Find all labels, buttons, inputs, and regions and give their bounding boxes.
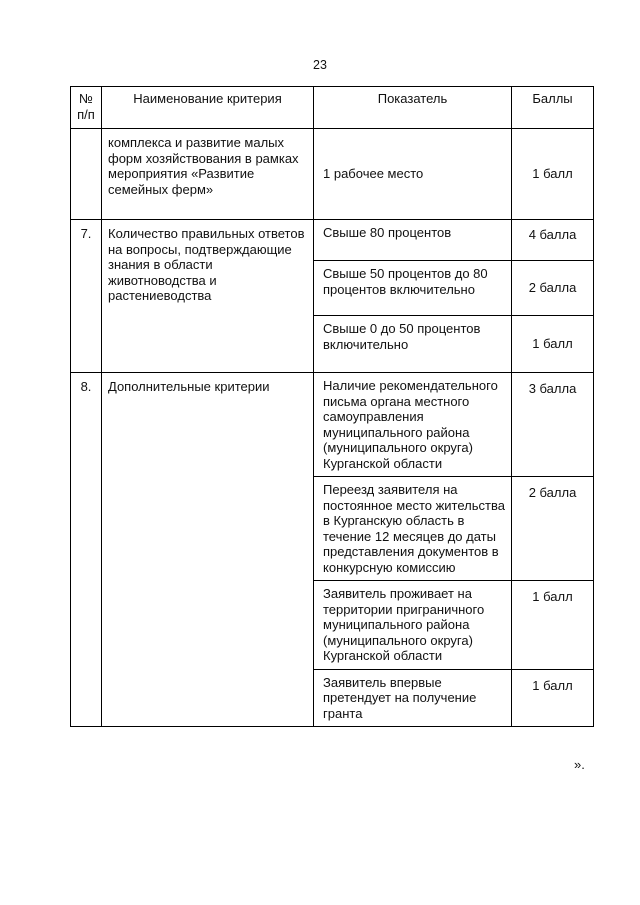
table-row xyxy=(71,129,594,220)
indicator: Заявитель впервые претендует на получение гранта xyxy=(314,669,512,727)
points: 2 балла xyxy=(512,261,594,316)
header-points: Баллы xyxy=(512,87,594,129)
header-criterion-name: Наименование критерия xyxy=(102,87,314,129)
indicator: Свыше 80 процентов xyxy=(314,220,512,261)
header-indicator: Показатель xyxy=(314,87,512,129)
table-row xyxy=(71,373,594,477)
points: 1 балл xyxy=(512,316,594,373)
header-number-label: № п/п xyxy=(77,91,95,122)
indicator: Свыше 0 до 50 процентов включительно xyxy=(314,316,512,373)
row-number xyxy=(71,129,102,220)
criteria-table xyxy=(70,86,594,727)
header-number xyxy=(71,87,102,129)
points: 2 балла xyxy=(512,477,594,581)
points: 1 балл xyxy=(512,129,594,220)
indicator: Свыше 50 процентов до 80 процентов включительно xyxy=(314,261,512,316)
row-number: 7. xyxy=(71,220,102,373)
table-row xyxy=(71,220,594,261)
table-header-row xyxy=(71,87,594,129)
page-number: 23 xyxy=(313,58,327,72)
criterion-name: Количество правильных ответов на вопросы, подтверждающие знания в области животноводства и растениеводства xyxy=(102,220,314,373)
indicator: 1 рабочее место xyxy=(314,129,512,220)
indicator: Переезд заявителя на постоянное место жительства в Курганскую область в течение 12 месяцев до даты представления документов в конкурсную комиссию xyxy=(314,477,512,581)
points: 1 балл xyxy=(512,669,594,727)
criterion-name: комплекса и развитие малых форм хозяйствования в рамках мероприятия «Развитие семейных ферм» xyxy=(102,129,314,220)
indicator: Заявитель проживает на территории приграничного муниципального района (муниципального округа) Курганской области xyxy=(314,581,512,670)
points: 4 балла xyxy=(512,220,594,261)
indicator: Наличие рекомендательного письма органа местного самоуправления муниципального района (муниципального округа) Курганской области xyxy=(314,373,512,477)
criterion-name: Дополнительные критерии xyxy=(102,373,314,727)
closing-quote-mark: ». xyxy=(574,757,585,772)
row-number: 8. xyxy=(71,373,102,727)
points: 3 балла xyxy=(512,373,594,477)
points: 1 балл xyxy=(512,581,594,670)
